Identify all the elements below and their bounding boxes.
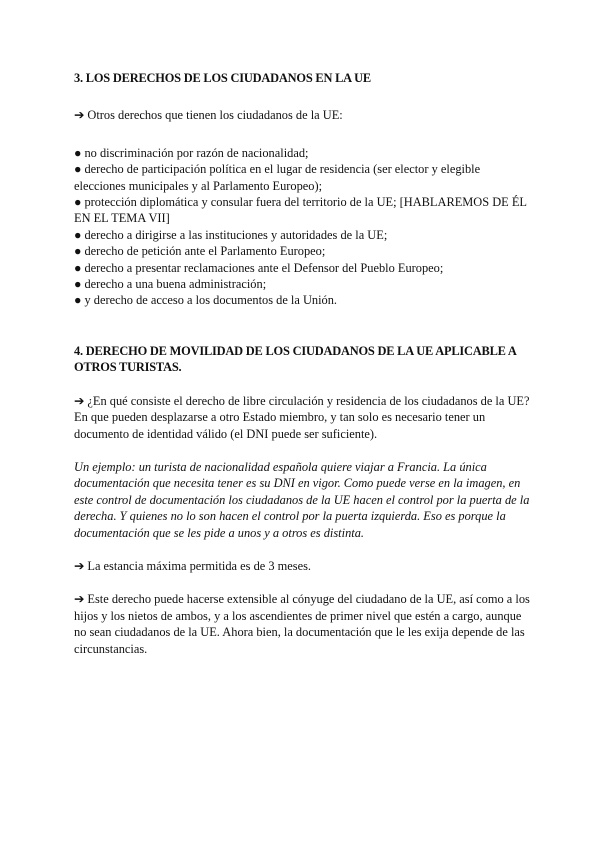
section-3-heading: 3. LOS DERECHOS DE LOS CIUDADANOS EN LA UE xyxy=(74,71,371,85)
section-4-heading: 4. DERECHO DE MOVILIDAD DE LOS CIUDADANOS DE LA UE APLICABLE A OTROS TURISTAS. xyxy=(74,343,516,375)
section-4-paragraph-3: ➔ Este derecho puede hacerse extensible al cónyuge del ciudadano de la UE, así como a los hijos y los nietos de ambos, y a los ascendientes de primer nivel que estén a cargo, aunque no sean ciudadanos de la UE. Ahora bien, la documentación que le les exija depende de las circunstancias. xyxy=(74,592,530,656)
bullet-icon: ● xyxy=(74,162,82,177)
bullet-icon: ● xyxy=(74,195,82,210)
arrow-icon: ➔ xyxy=(74,108,85,123)
list-item: ● derecho a dirigirse a las instituciones y autoridades de la UE; xyxy=(74,227,388,242)
list-item: ● derecho de petición ante el Parlamento Europeo; xyxy=(74,244,326,259)
bullet-icon: ● xyxy=(74,145,82,160)
section-4-paragraph-2: ➔ La estancia máxima permitida es de 3 meses. xyxy=(74,558,312,573)
document-page xyxy=(74,70,530,657)
arrow-icon: ➔ xyxy=(74,393,85,408)
list-item: ● no discriminación por razón de nacionalidad; xyxy=(74,145,309,160)
section-4-example: Un ejemplo: un turista de nacionalidad española quiere viajar a Francia. La única documentación que necesita tener es su DNI en vigor. Como puede verse en la imagen, en este control de documentación los ciudadanos de la UE hacen el control por la puerta de la derecha. Y quienes no lo son hacen el control por la puerta izquierda. Eso es porque la documentación que se les pide a unos y a otros es distinta. xyxy=(74,459,530,540)
bullet-icon: ● xyxy=(74,293,82,308)
arrow-icon: ➔ xyxy=(74,592,85,607)
section-3-intro xyxy=(74,107,530,123)
section-3-intro-text: Otros derechos que tienen los ciudadanos de la UE: xyxy=(87,108,343,123)
list-item: ● derecho a presentar reclamaciones ante el Defensor del Pueblo Europeo; xyxy=(74,260,444,275)
bullet-icon: ● xyxy=(74,277,82,292)
arrow-icon: ➔ xyxy=(74,558,85,573)
bullet-icon: ● xyxy=(74,260,82,275)
list-item: ● derecho de participación política en el lugar de residencia (ser elector y elegible elecciones municipales y al Parlamento Europeo); xyxy=(74,162,481,193)
list-item: ● y derecho de acceso a los documentos de la Unión. xyxy=(74,293,338,308)
list-item: ● derecho a una buena administración; xyxy=(74,277,267,292)
bullet-icon: ● xyxy=(74,244,82,259)
rights-list xyxy=(74,145,530,309)
bullet-icon: ● xyxy=(74,227,82,242)
list-item: ● protección diplomática y consular fuera del territorio de la UE; [HABLAREMOS DE ÉL EN EL TEMA VII] xyxy=(74,195,527,226)
section-4-paragraph-1: ➔ ¿En qué consiste el derecho de libre circulación y residencia de los ciudadanos de la UE? En que pueden desplazarse a otro Estado miembro, y tan solo es necesario tener un documento de identidad válido (el DNI puede ser suficiente). xyxy=(74,393,530,441)
